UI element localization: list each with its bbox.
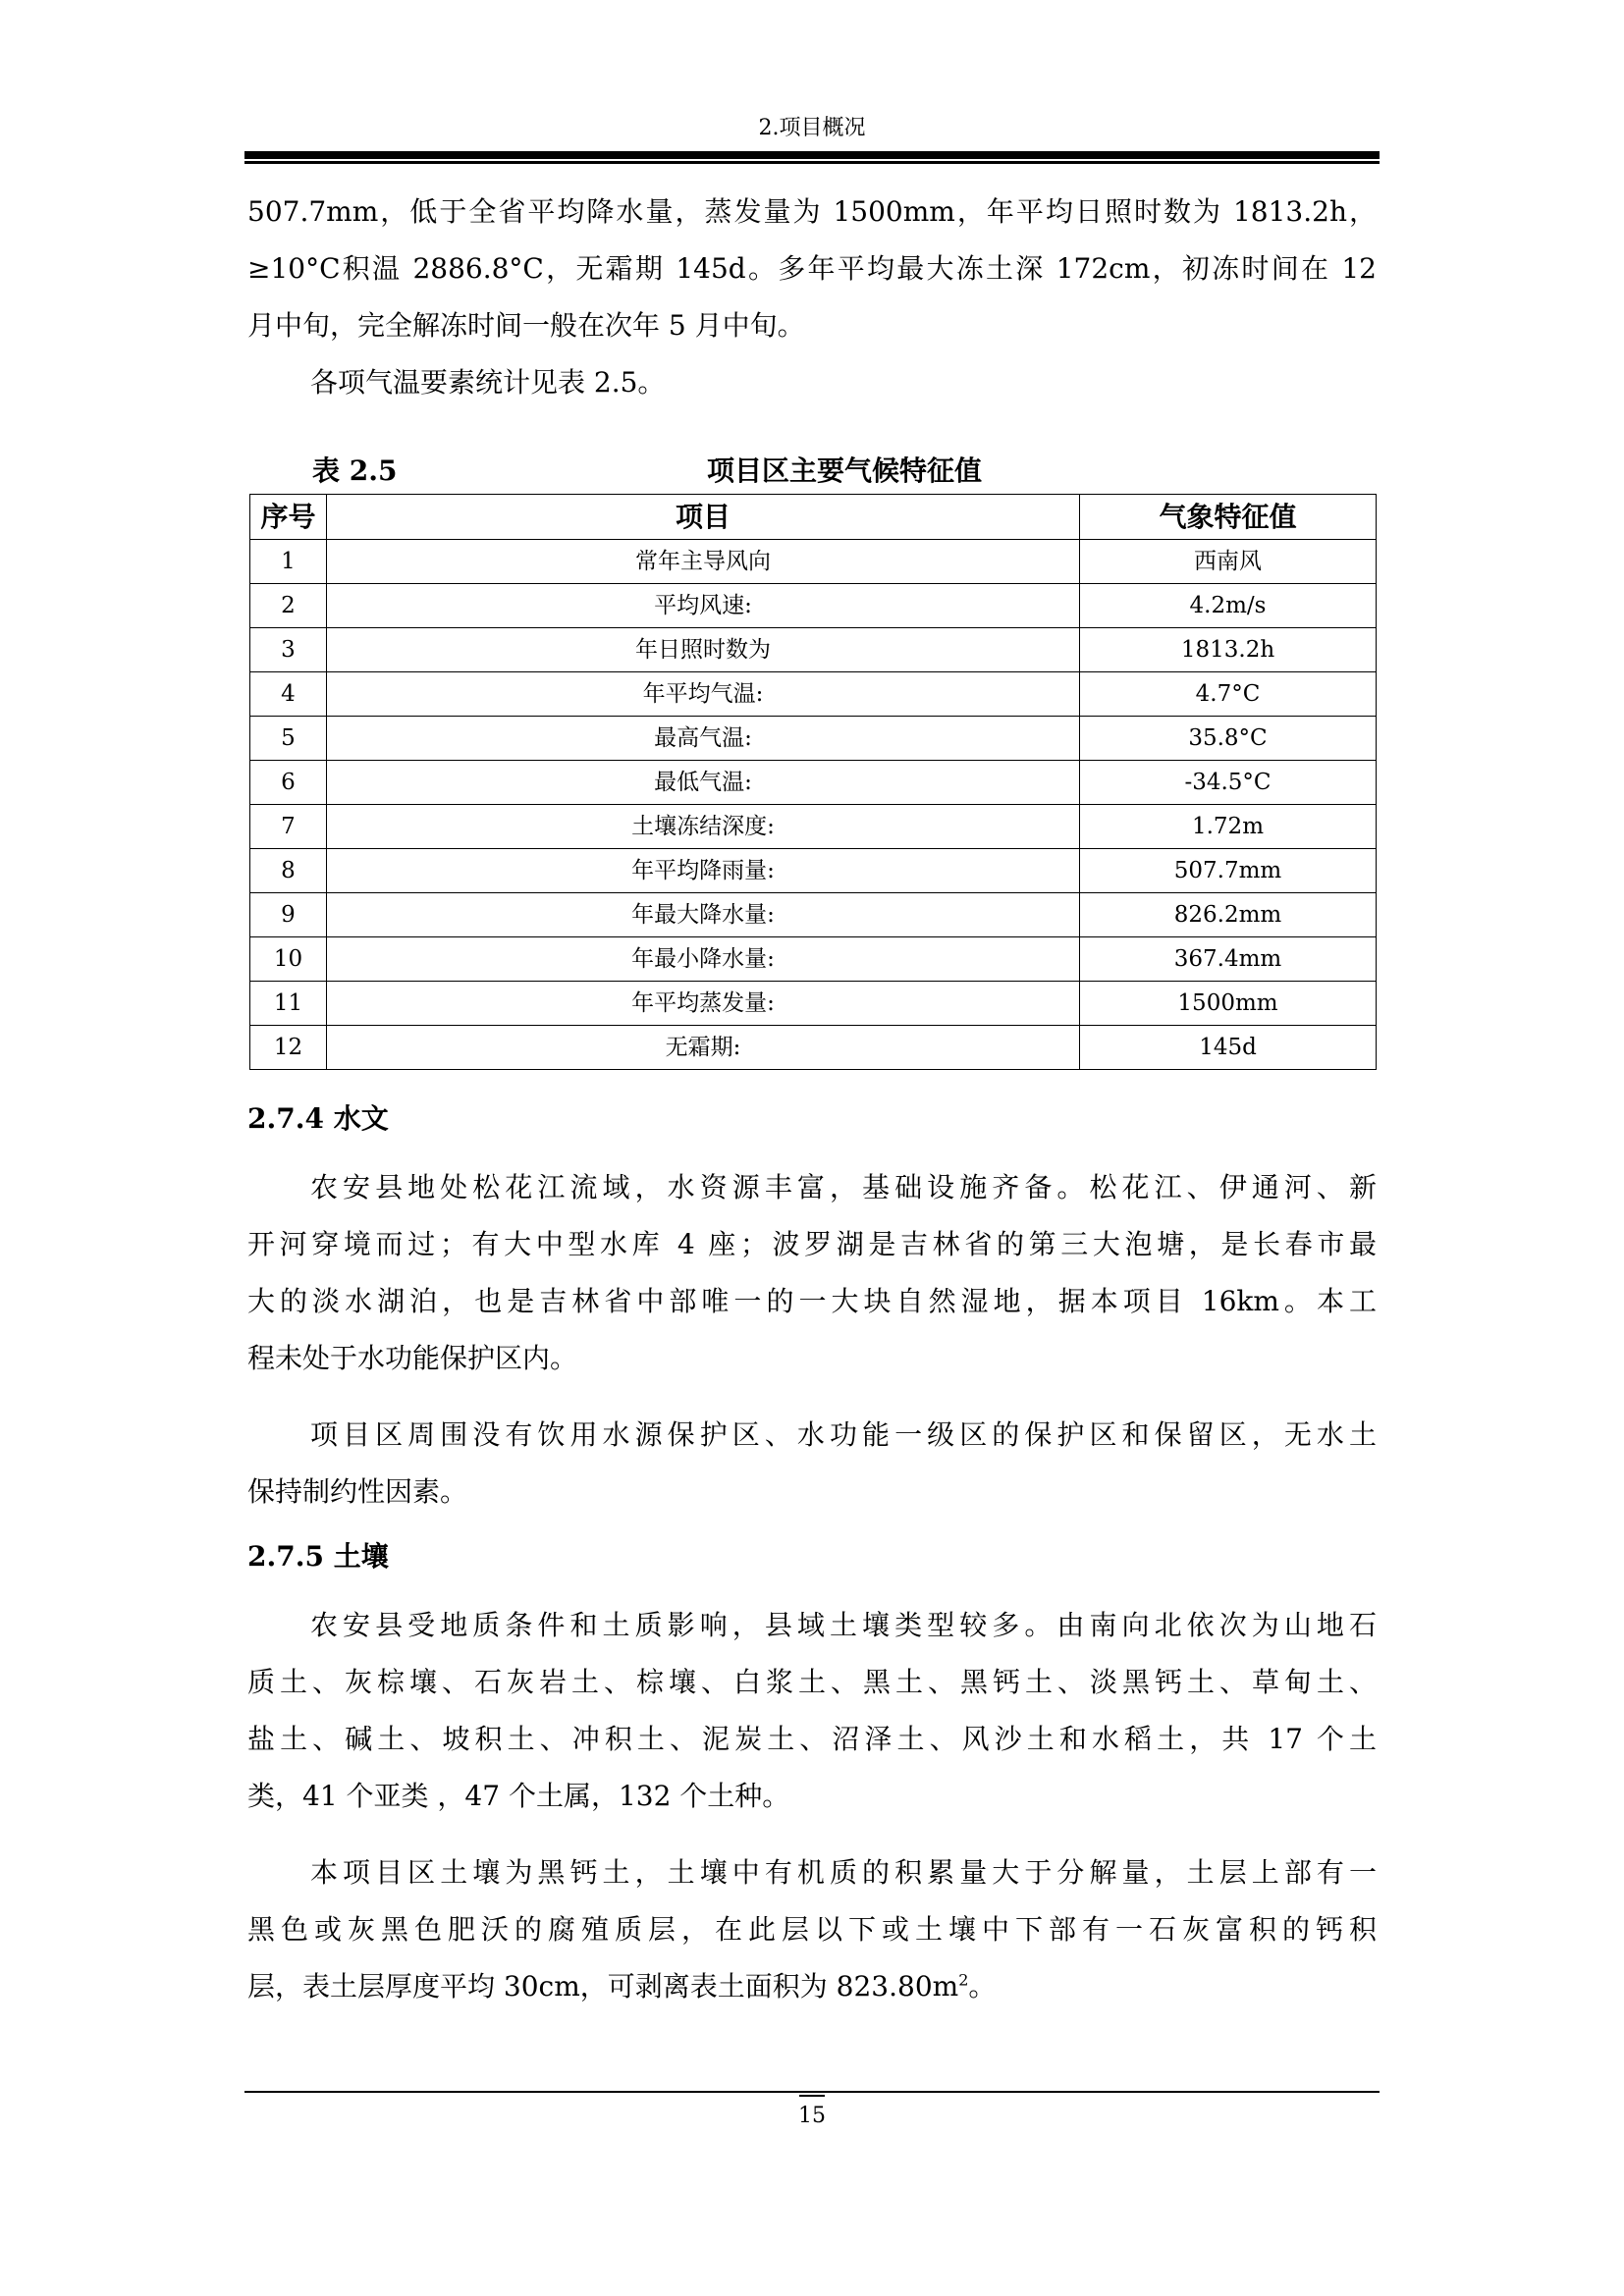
cell-item: 常年主导风向 (327, 540, 1080, 584)
col-header-item: 项目 (327, 495, 1080, 540)
cell-index: 7 (250, 805, 327, 849)
cell-item: 年日照时数为 (327, 628, 1080, 672)
soil-p2-line-2: 黑色或灰黑色肥沃的腐殖质层，在此层以下或土壤中下部有一石灰富积的钙积 (247, 1913, 1377, 1946)
intro-line-2: ≥10°C积温 2886.8°C，无霜期 145d。多年平均最大冻土深 172cm，初冻时间在 12 (247, 252, 1377, 285)
table-row (250, 717, 1377, 761)
cell-item: 年平均气温: (327, 672, 1080, 717)
cell-item: 年最小降水量: (327, 937, 1080, 982)
soil-p2-line-1: 本项目区土壤为黑钙土，土壤中有机质的积累量大于分解量，土层上部有一 (310, 1856, 1377, 1889)
cell-value: 507.7mm (1080, 849, 1377, 893)
section-heading-soil: 2.7.5 土壤 (247, 1540, 389, 1573)
table-number: 表 2.5 (312, 454, 398, 487)
soil-p2-line-3-text: 层，表土层厚度平均 30cm，可剥离表土面积为 823.80m (247, 1970, 959, 2002)
cell-index: 5 (250, 717, 327, 761)
header-rule-thin (244, 161, 1380, 164)
table-row (250, 805, 1377, 849)
table-row (250, 937, 1377, 982)
hydrology-p1-line-2: 开河穿境而过；有大中型水库 4 座；波罗湖是吉林省的第三大泡塘，是长春市最 (247, 1228, 1377, 1260)
table-row (250, 1026, 1377, 1070)
table-row (250, 893, 1377, 937)
superscript-squared: 2 (958, 1970, 969, 1990)
hydrology-p2-line-2: 保持制约性因素。 (247, 1475, 468, 1508)
cell-index: 3 (250, 628, 327, 672)
cell-value: 西南风 (1080, 540, 1377, 584)
soil-p1-line-2: 质土、灰棕壤、石灰岩土、棕壤、白浆土、黑土、黑钙土、淡黑钙土、草甸土、 (247, 1666, 1377, 1698)
table-row (250, 761, 1377, 805)
hydrology-p1-line-1: 农安县地处松花江流域，水资源丰富，基础设施齐备。松花江、伊通河、新 (310, 1171, 1377, 1203)
section-heading-hydrology: 2.7.4 水文 (247, 1102, 389, 1135)
cell-index: 8 (250, 849, 327, 893)
table-row (250, 849, 1377, 893)
cell-value: 4.7°C (1080, 672, 1377, 717)
cell-item: 最低气温: (327, 761, 1080, 805)
climate-table (249, 494, 1377, 1070)
table-row (250, 584, 1377, 628)
cell-index: 6 (250, 761, 327, 805)
table-row (250, 628, 1377, 672)
intro-line-3: 月中旬，完全解冻时间一般在次年 5 月中旬。 (247, 309, 805, 342)
cell-index: 2 (250, 584, 327, 628)
cell-item: 年最大降水量: (327, 893, 1080, 937)
col-header-value: 气象特征值 (1080, 495, 1377, 540)
cell-value: 145d (1080, 1026, 1377, 1070)
col-header-index: 序号 (250, 495, 327, 540)
cell-index: 12 (250, 1026, 327, 1070)
cell-value: 1813.2h (1080, 628, 1377, 672)
soil-p2-line-3-end: 。 (968, 1970, 997, 2002)
cell-value: 35.8°C (1080, 717, 1377, 761)
cell-value: 1500mm (1080, 982, 1377, 1026)
cell-index: 11 (250, 982, 327, 1026)
soil-p1-line-3: 盐土、碱土、坡积土、冲积土、泥炭土、沼泽土、风沙土和水稻土，共 17 个土 (247, 1723, 1377, 1755)
cell-index: 10 (250, 937, 327, 982)
table-row (250, 540, 1377, 584)
cell-index: 1 (250, 540, 327, 584)
cell-item: 年平均蒸发量: (327, 982, 1080, 1026)
cell-value: 1.72m (1080, 805, 1377, 849)
cell-item: 土壤冻结深度: (327, 805, 1080, 849)
page-number: 15 (798, 2104, 826, 2128)
hydrology-p1-line-4: 程未处于水功能保护区内。 (247, 1342, 578, 1374)
cell-value: -34.5°C (1080, 761, 1377, 805)
footer-rule (244, 2091, 1380, 2093)
header-rule-thick (244, 151, 1380, 159)
cell-item: 年平均降雨量: (327, 849, 1080, 893)
soil-p1-line-4: 类，41 个亚类 ，47 个土属，132 个土种。 (247, 1780, 790, 1812)
cell-index: 4 (250, 672, 327, 717)
table-header-row (250, 495, 1377, 540)
hydrology-p1-line-3: 大的淡水湖泊，也是吉林省中部唯一的一大块自然湿地，据本项目 16km。本工 (247, 1285, 1377, 1317)
table-title: 项目区主要气候特征值 (706, 454, 982, 487)
cell-item: 最高气温: (327, 717, 1080, 761)
table-row (250, 982, 1377, 1026)
table-reference: 各项气温要素统计见表 2.5。 (310, 366, 666, 399)
hydrology-p2-line-1: 项目区周围没有饮用水源保护区、水功能一级区的保护区和保留区，无水土 (310, 1418, 1377, 1451)
running-header-title: 2.项目概况 (758, 116, 866, 140)
cell-value: 826.2mm (1080, 893, 1377, 937)
table-row (250, 672, 1377, 717)
cell-index: 9 (250, 893, 327, 937)
soil-p2-line-3 (247, 1967, 1377, 2006)
intro-line-1: 507.7mm，低于全省平均降水量，蒸发量为 1500mm，年平均日照时数为 1813.2h， (247, 195, 1377, 228)
cell-item: 平均风速: (327, 584, 1080, 628)
cell-value: 4.2m/s (1080, 584, 1377, 628)
soil-p1-line-1: 农安县受地质条件和土质影响，县域土壤类型较多。由南向北依次为山地石 (310, 1609, 1377, 1641)
cell-value: 367.4mm (1080, 937, 1377, 982)
cell-item: 无霜期: (327, 1026, 1080, 1070)
page-number-overline (799, 2095, 825, 2097)
